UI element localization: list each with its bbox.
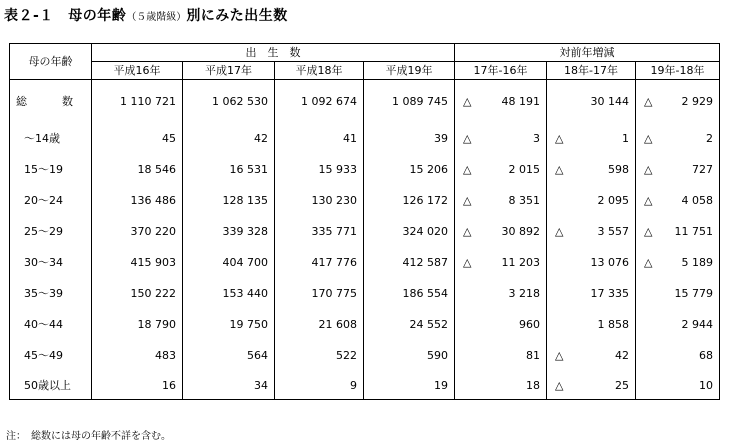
births-cell: 19 750 (183, 309, 275, 340)
decrease-mark: △ (555, 349, 564, 362)
row-label-header: 母の年齢 (10, 44, 92, 80)
change-value: 1 858 (597, 318, 629, 331)
births-cell: 136 486 (92, 185, 183, 216)
change-value: 68 (699, 349, 713, 362)
change-value: 2 929 (681, 95, 713, 108)
decrease-mark: △ (463, 163, 472, 176)
change-value: 48 191 (501, 95, 540, 108)
table-row (10, 185, 720, 216)
age-group-label: 25～29 (10, 216, 92, 247)
births-cell: 16 531 (183, 154, 275, 185)
births-cell: 128 135 (183, 185, 275, 216)
change-cell (547, 340, 636, 371)
change-cell (547, 247, 636, 278)
births-cell: 15 206 (364, 154, 455, 185)
change-value: 15 779 (674, 287, 713, 300)
decrease-mark: △ (555, 132, 564, 145)
change-cell (636, 216, 720, 247)
change-cell (455, 216, 547, 247)
births-cell: 522 (275, 340, 364, 371)
year-header: 平成17年 (183, 62, 275, 80)
change-value: 3 557 (597, 225, 629, 238)
change-cell (455, 154, 547, 185)
decrease-mark: △ (555, 225, 564, 238)
age-group-label: 20～24 (10, 185, 92, 216)
change-value: 2 095 (597, 194, 629, 207)
table-row (10, 309, 720, 340)
age-group-label: 40～44 (10, 309, 92, 340)
births-cell: 9 (275, 371, 364, 400)
births-cell: 186 554 (364, 278, 455, 309)
table-row (10, 216, 720, 247)
change-cell (547, 371, 636, 400)
births-cell: 404 700 (183, 247, 275, 278)
decrease-mark: △ (644, 194, 653, 207)
age-group-label: 50歳以上 (10, 371, 92, 400)
decrease-mark: △ (644, 95, 653, 108)
births-cell: 41 (275, 123, 364, 154)
births-cell: 339 328 (183, 216, 275, 247)
change-cell (547, 185, 636, 216)
change-cell (455, 185, 547, 216)
change-value: 2 015 (508, 163, 540, 176)
decrease-mark: △ (463, 132, 472, 145)
year-header: 平成16年 (92, 62, 183, 80)
age-group-label: 30～34 (10, 247, 92, 278)
change-value: 18 (526, 378, 540, 392)
change-cell (636, 185, 720, 216)
change-cell (636, 154, 720, 185)
births-cell: 18 546 (92, 154, 183, 185)
change-cell (547, 123, 636, 154)
decrease-mark: △ (463, 256, 472, 269)
change-value: 13 076 (590, 256, 629, 269)
births-cell: 34 (183, 371, 275, 400)
births-cell: 130 230 (275, 185, 364, 216)
births-cell: 1 062 530 (183, 80, 275, 124)
title-tail: 別にみた出生数 (186, 8, 288, 24)
change-value: 5 189 (681, 256, 713, 269)
change-cell (547, 216, 636, 247)
change-cell (547, 154, 636, 185)
change-value: 10 (699, 378, 713, 392)
change-value: 11 751 (674, 225, 713, 238)
births-cell: 335 771 (275, 216, 364, 247)
decrease-mark: △ (644, 256, 653, 269)
age-group-label: 35～39 (10, 278, 92, 309)
births-cell: 16 (92, 371, 183, 400)
births-cell: 1 110 721 (92, 80, 183, 124)
year-header: 平成18年 (275, 62, 364, 80)
births-cell: 412 587 (364, 247, 455, 278)
change-value: 598 (608, 163, 629, 176)
births-cell: 415 903 (92, 247, 183, 278)
change-cell (636, 340, 720, 371)
births-cell: 590 (364, 340, 455, 371)
table-row (10, 80, 720, 124)
change-group-header: 対前年増減 (455, 44, 720, 62)
table-row (10, 123, 720, 154)
title-sub: （５歳階級） (126, 12, 187, 23)
change-cell (547, 309, 636, 340)
births-cell: 42 (183, 123, 275, 154)
change-cell (455, 123, 547, 154)
change-cell (547, 80, 636, 124)
change-cell (455, 278, 547, 309)
births-cell: 21 608 (275, 309, 364, 340)
year-header: 平成19年 (364, 62, 455, 80)
table-row (10, 371, 720, 400)
change-cell (455, 340, 547, 371)
change-value: 4 058 (681, 194, 713, 207)
change-cell (636, 371, 720, 400)
change-value: 17 335 (590, 287, 629, 300)
births-cell: 370 220 (92, 216, 183, 247)
age-group-label: 総 数 (10, 80, 92, 124)
births-cell: 324 020 (364, 216, 455, 247)
change-value: 3 (533, 132, 540, 145)
births-cell: 15 933 (275, 154, 364, 185)
births-table (9, 43, 720, 400)
decrease-mark: △ (463, 194, 472, 207)
births-cell: 45 (92, 123, 183, 154)
births-group-header: 出 生 数 (92, 44, 455, 62)
change-value: 30 892 (501, 225, 540, 238)
age-group-label: 15～19 (10, 154, 92, 185)
births-cell: 1 089 745 (364, 80, 455, 124)
change-value: 42 (615, 349, 629, 362)
change-cell (455, 371, 547, 400)
title-main: 表２-１ 母の年齢 (4, 8, 127, 24)
decrease-mark: △ (644, 225, 653, 238)
table-row (10, 278, 720, 309)
change-value: 81 (526, 349, 540, 362)
change-cell (455, 80, 547, 124)
table-row (10, 247, 720, 278)
footnote: 注： 総数には母の年齢不詳を含む。 (6, 431, 171, 442)
births-cell: 483 (92, 340, 183, 371)
change-cell (636, 309, 720, 340)
change-cell (636, 247, 720, 278)
decrease-mark: △ (555, 163, 564, 176)
decrease-mark: △ (644, 163, 653, 176)
table-row (10, 340, 720, 371)
decrease-mark: △ (555, 378, 564, 392)
table-title (4, 5, 288, 25)
change-header: 19年-18年 (636, 62, 720, 80)
births-cell: 39 (364, 123, 455, 154)
births-cell: 564 (183, 340, 275, 371)
decrease-mark: △ (463, 95, 472, 108)
age-group-label: ～14歳 (10, 123, 92, 154)
births-cell: 150 222 (92, 278, 183, 309)
age-group-label: 45～49 (10, 340, 92, 371)
change-cell (636, 278, 720, 309)
change-value: 727 (692, 163, 713, 176)
decrease-mark: △ (463, 225, 472, 238)
births-cell: 153 440 (183, 278, 275, 309)
change-value: 2 944 (681, 318, 713, 331)
change-header: 17年-16年 (455, 62, 547, 80)
change-cell (547, 278, 636, 309)
decrease-mark: △ (644, 132, 653, 145)
births-cell: 24 552 (364, 309, 455, 340)
change-value: 1 (622, 132, 629, 145)
change-value: 960 (519, 318, 540, 331)
births-cell: 170 775 (275, 278, 364, 309)
change-value: 30 144 (590, 95, 629, 108)
change-cell (636, 123, 720, 154)
change-value: 2 (706, 132, 713, 145)
change-cell (636, 80, 720, 124)
change-value: 25 (615, 378, 629, 392)
change-value: 11 203 (501, 256, 540, 269)
births-cell: 18 790 (92, 309, 183, 340)
births-cell: 19 (364, 371, 455, 400)
change-value: 3 218 (508, 287, 540, 300)
births-cell: 126 172 (364, 185, 455, 216)
table-row (10, 154, 720, 185)
births-cell: 1 092 674 (275, 80, 364, 124)
change-header: 18年-17年 (547, 62, 636, 80)
change-cell (455, 247, 547, 278)
change-value: 8 351 (508, 194, 540, 207)
births-cell: 417 776 (275, 247, 364, 278)
change-cell (455, 309, 547, 340)
